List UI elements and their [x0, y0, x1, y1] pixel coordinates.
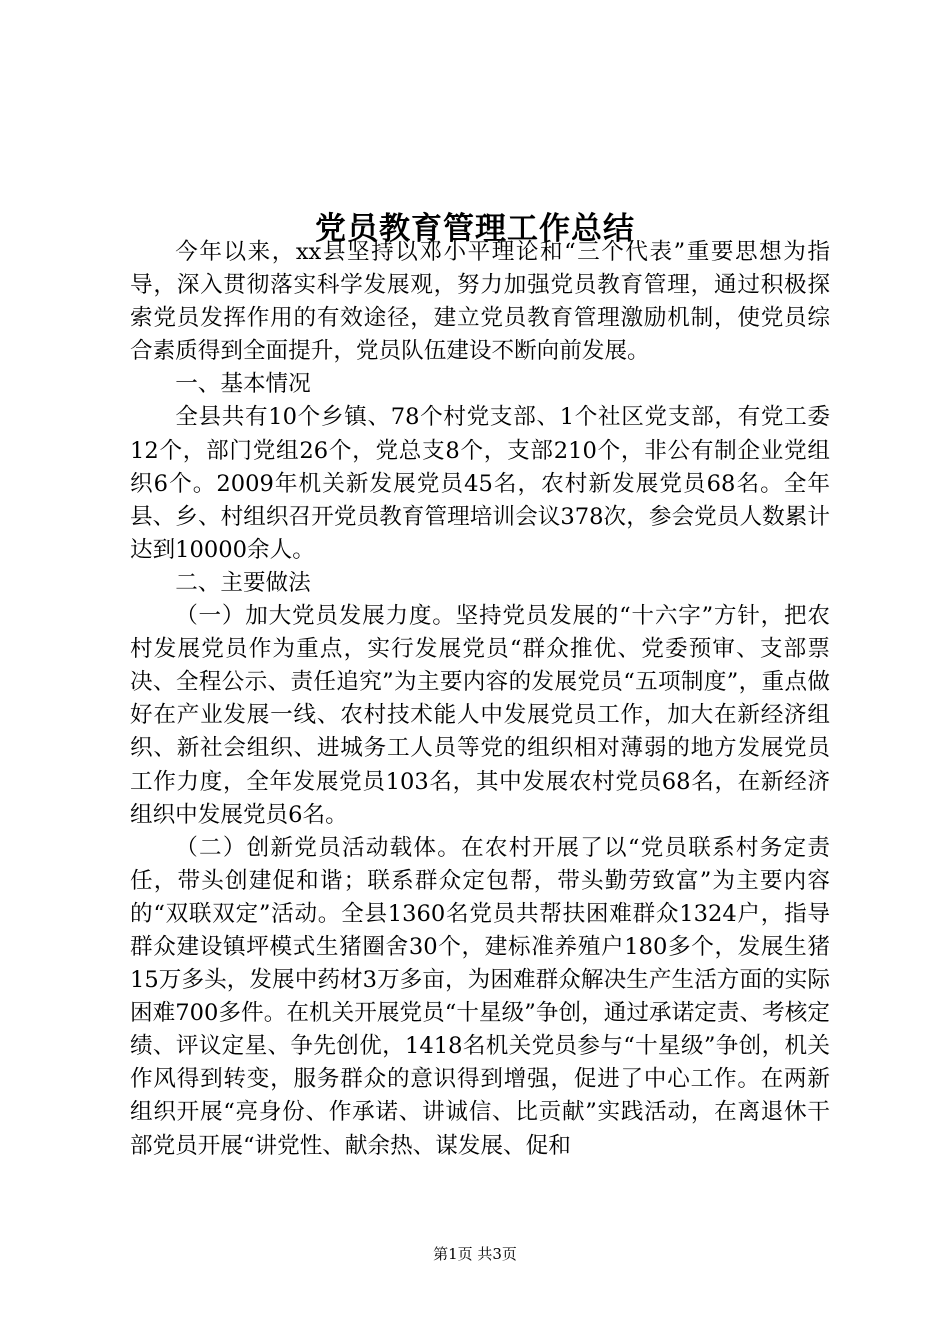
basic-situation-paragraph: 全县共有10个乡镇、78个村党支部、1个社区党支部，有党工委12个，部门党组26个，党总支8个，支部210个，非公有制企业党组织6个。2009年机关新发展党员45名，农村新发展党员68名。全年县、乡、村组织召开党员教育管理培训会议378次，参会党员人数累计达到10000余人。 — [130, 404, 830, 563]
page-footer: 第1页 共3页 — [433, 1245, 517, 1263]
document-body — [130, 236, 830, 1163]
method-one-paragraph: （一）加大党员发展力度。坚持党员发展的“十六字”方针，把农村发展党员作为重点，实行发展党员“群众推优、党委预审、支部票决、全程公示、责任追究”为主要内容的发展党员“五项制度”，重点做好在产业发展一线、农村技术能人中发展党员工作，加大在新经济组织、新社会组织、进城务工人员等党的组织相对薄弱的地方发展党员工作力度，全年发展党员103名，其中发展农村党员68名，在新经济组织中发展党员6名。 — [130, 603, 830, 828]
method-two-paragraph: （二）创新党员活动载体。在农村开展了以“党员联系村务定责任，带头创建促和谐；联系群众定包帮，带头勤劳致富”为主要内容的“双联双定”活动。全县1360名党员共帮扶困难群众1324户，指导群众建设镇坪模式生猪圈舍30个，建标准养殖户180多个，发展生猪15万多头，发展中药材3万多亩，为困难群众解决生产生活方面的实际困难700多件。在机关开展党员“十星级”争创，通过承诺定责、考核定绩、评议定星、争先创优，1418名机关党员参与“十星级”争创，机关作风得到转变，服务群众的意识得到增强，促进了中心工作。在两新组织开展“亮身份、作承诺、讲诚信、比贡献”实践活动，在离退休干部党员开展“讲党性、献余热、谋发展、促和 — [130, 834, 830, 1159]
intro-paragraph: 今年以来，xx县坚持以邓小平理论和“三个代表”重要思想为指导，深入贯彻落实科学发展观，努力加强党员教育管理，通过积极探索党员发挥作用的有效途径，建立党员教育管理激励机制，使党员综合素质得到全面提升，党员队伍建设不断向前发展。 — [130, 239, 830, 365]
section-heading-methods: 二、主要做法 — [175, 569, 311, 596]
section-heading-basic: 一、基本情况 — [175, 371, 311, 398]
document-title: 党员教育管理工作总结 — [315, 210, 635, 247]
